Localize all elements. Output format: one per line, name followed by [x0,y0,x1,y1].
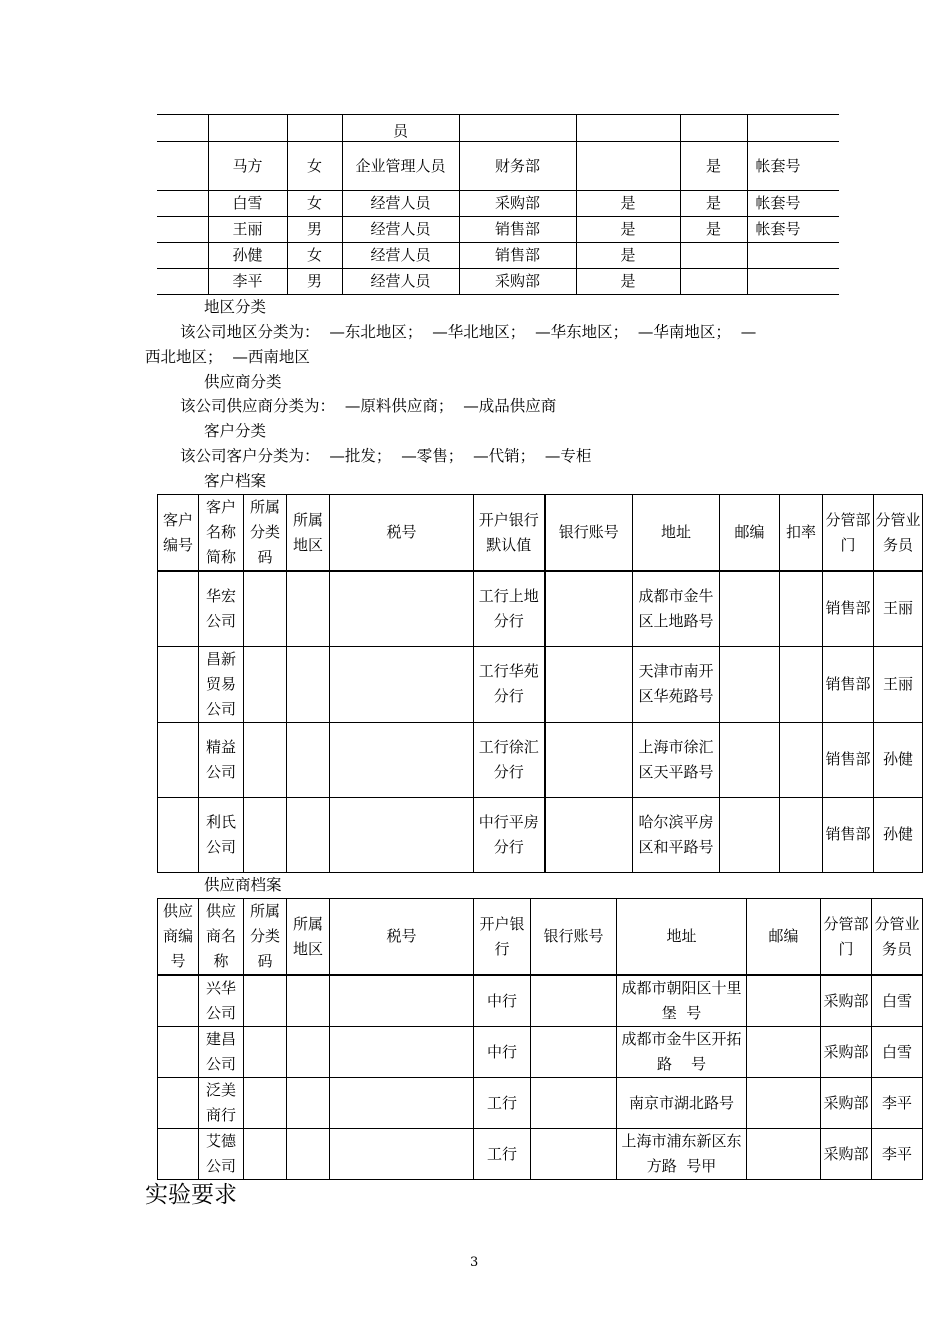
supplier-header-cell: 供应商编号 [158,899,199,976]
supplier-cell-address: 成都市朝阳区十里堡 号 [617,975,747,1027]
supplier-header-cell: 所属地区 [287,899,330,976]
supplier-header-cell: 开户银行 [474,899,531,976]
customer-header-cell: 地址 [633,495,720,572]
staff-cell-name: 李平 [208,269,287,295]
staff-cell-dept: 采购部 [459,191,576,217]
supplier-cell-staff: 白雪 [872,1027,923,1078]
customer-header-cell: 邮编 [720,495,780,572]
customer-empty-cell [720,571,780,646]
supplier-cell-name: 艾德公司 [199,1129,244,1180]
staff-cell-name [208,115,287,142]
staff-cell-name: 王丽 [208,217,287,243]
section-heading: 实验要求 [145,1182,237,1208]
staff-cell-col7 [680,115,747,142]
supplier-cell-bank: 中行 [474,975,531,1027]
staff-cell-no [157,217,208,243]
supplier-header-cell: 供应商名称 [199,899,244,976]
staff-cell-category: 员 [342,115,459,142]
customer-cell-name: 华宏公司 [199,571,244,646]
supplier-empty-cell [287,1129,330,1180]
supplier-empty-cell [287,975,330,1027]
supplier-header-cell: 邮编 [747,899,821,976]
customer-empty-cell [330,571,474,646]
supplier-cell-name: 建昌公司 [199,1027,244,1078]
supplier-empty-cell [244,1129,287,1180]
customer-empty-cell [287,646,330,722]
supplier-empty-cell [287,1078,330,1129]
customer-header-cell: 客户名称简称 [199,495,244,572]
customer-cell-name: 利氏公司 [199,797,244,872]
page-number: 3 [470,1255,479,1270]
customer-cell-bank: 工行徐汇分行 [474,722,545,797]
staff-row [157,269,839,295]
staff-row [157,142,839,191]
staff-cell-col8: 帐套号 [747,217,839,243]
customer-cell-name: 昌新贸易公司 [199,646,244,722]
supplier-cell-staff: 李平 [872,1129,923,1180]
customer-row [158,797,923,872]
customer-cell-address: 成都市金牛区上地路号 [633,571,720,646]
region-line-2: 西北地区； —西南地区 [145,348,310,366]
supplier-cell-dept: 采购部 [821,1129,872,1180]
supplier-cell-name: 泛美商行 [199,1078,244,1129]
supplier-empty-cell [747,1078,821,1129]
customer-empty-cell [287,722,330,797]
supplier-cell-dept: 采购部 [821,975,872,1027]
supplier-cell-address: 南京市湖北路号 [617,1078,747,1129]
staff-row [157,191,839,217]
staff-cell-col8 [747,115,839,142]
supplier-row [158,1129,923,1180]
customer-cell-dept: 销售部 [823,646,874,722]
staff-row [157,243,839,269]
supplier-empty-cell [244,1078,287,1129]
supplier-header-cell: 分管业务员 [872,899,923,976]
customer-empty-cell [720,722,780,797]
supplier-cell-staff: 白雪 [872,975,923,1027]
customer-empty-cell [287,797,330,872]
supplier-archive-table [157,898,923,1180]
staff-cell-col7: 是 [680,217,747,243]
customer-empty-cell [545,646,633,722]
supplier-empty-cell [330,975,474,1027]
staff-cell-category: 经营人员 [342,217,459,243]
staff-cell-category: 经营人员 [342,191,459,217]
supplier-header-cell: 地址 [617,899,747,976]
staff-cell-dept: 销售部 [459,217,576,243]
customer-cell-dept: 销售部 [823,722,874,797]
supplier-empty-cell [531,1027,617,1078]
staff-cell-gender: 男 [287,217,342,243]
staff-cell-col8: 帐套号 [747,142,839,191]
staff-table [157,114,839,295]
supplier-empty-cell [747,1027,821,1078]
staff-cell-no [157,115,208,142]
supplier-row [158,1078,923,1129]
staff-cell-gender: 女 [287,243,342,269]
staff-cell-name: 白雪 [208,191,287,217]
customer-empty-cell [287,571,330,646]
customer-cell-dept: 销售部 [823,571,874,646]
staff-cell-dept: 销售部 [459,243,576,269]
customer-cell-address: 哈尔滨平房区和平路号 [633,797,720,872]
customer-header-cell: 客户编号 [158,495,199,572]
customer-header-cell: 所属地区 [287,495,330,572]
customer-empty-cell [720,797,780,872]
customer-cell-staff: 孙健 [874,722,923,797]
staff-row [157,115,839,142]
customer-empty-cell [244,646,287,722]
supplier-empty-cell [330,1078,474,1129]
customer-row [158,722,923,797]
customer-empty-cell [720,646,780,722]
supplier-empty-cell [531,975,617,1027]
staff-cell-col6 [576,115,680,142]
staff-cell-col7: 是 [680,191,747,217]
staff-cell-gender: 男 [287,269,342,295]
supplier-empty-cell [330,1027,474,1078]
customer-empty-cell [780,722,823,797]
staff-cell-gender: 女 [287,142,342,191]
customer-empty-cell [780,646,823,722]
customer-header-cell: 分管部门 [823,495,874,572]
customer-empty-cell [158,646,199,722]
supplier-header-cell: 所属分类码 [244,899,287,976]
staff-cell-name: 孙健 [208,243,287,269]
staff-cell-col8 [747,243,839,269]
customer-header-cell: 分管业务员 [874,495,923,572]
staff-cell-col6 [576,142,680,191]
staff-cell-name: 马方 [208,142,287,191]
supplier-header-cell: 分管部门 [821,899,872,976]
staff-cell-dept: 采购部 [459,269,576,295]
customer-empty-cell [545,571,633,646]
customer-class-heading: 客户分类 [204,422,267,440]
customer-archive-heading: 客户档案 [204,472,267,490]
staff-cell-no [157,191,208,217]
customer-empty-cell [545,722,633,797]
supplier-empty-cell [244,1027,287,1078]
customer-cell-name: 精益公司 [199,722,244,797]
staff-cell-no [157,142,208,191]
supplier-empty-cell [158,1027,199,1078]
supplier-cell-name: 兴华公司 [199,975,244,1027]
supplier-empty-cell [158,1078,199,1129]
customer-row [158,646,923,722]
customer-empty-cell [330,797,474,872]
customer-header-cell: 税号 [330,495,474,572]
staff-cell-col6: 是 [576,269,680,295]
customer-cell-staff: 孙健 [874,797,923,872]
customer-header-cell: 银行账号 [545,495,633,572]
customer-empty-cell [158,722,199,797]
customer-empty-cell [545,797,633,872]
customer-archive-table [157,494,923,873]
supplier-empty-cell [244,975,287,1027]
staff-cell-dept: 财务部 [459,142,576,191]
customer-header-cell: 开户银行默认值 [474,495,545,572]
staff-cell-col6: 是 [576,191,680,217]
supplier-cell-dept: 采购部 [821,1078,872,1129]
customer-empty-cell [330,722,474,797]
supplier-cell-address: 成都市金牛区开拓路 号 [617,1027,747,1078]
customer-row [158,571,923,646]
customer-cell-bank: 中行平房分行 [474,797,545,872]
supplier-empty-cell [531,1129,617,1180]
staff-cell-gender [287,115,342,142]
supplier-empty-cell [747,975,821,1027]
supplier-header-cell: 银行账号 [531,899,617,976]
customer-cell-address: 上海市徐汇区天平路号 [633,722,720,797]
customer-empty-cell [330,646,474,722]
customer-empty-cell [780,797,823,872]
customer-empty-cell [244,797,287,872]
staff-cell-category: 经营人员 [342,269,459,295]
supplier-empty-cell [158,1129,199,1180]
customer-empty-cell [244,571,287,646]
staff-cell-no [157,243,208,269]
supplier-empty-cell [531,1078,617,1129]
staff-cell-col7: 是 [680,142,747,191]
customer-cell-dept: 销售部 [823,797,874,872]
supplier-archive-heading: 供应商档案 [204,876,282,894]
customer-empty-cell [158,797,199,872]
staff-cell-category: 经营人员 [342,243,459,269]
customer-class-line: 该公司客户分类为： —批发； —零售； —代销； —专柜 [180,447,592,465]
customer-empty-cell [244,722,287,797]
supplier-cell-address: 上海市浦东新区东方路 号甲 [617,1129,747,1180]
staff-cell-col7 [680,269,747,295]
staff-row [157,217,839,243]
staff-cell-col7 [680,243,747,269]
supplier-header-cell: 税号 [330,899,474,976]
supplier-empty-cell [747,1129,821,1180]
supplier-empty-cell [158,975,199,1027]
staff-cell-category: 企业管理人员 [342,142,459,191]
supplier-cell-staff: 李平 [872,1078,923,1129]
customer-cell-staff: 王丽 [874,571,923,646]
staff-cell-no [157,269,208,295]
supplier-empty-cell [287,1027,330,1078]
customer-cell-bank: 工行华苑分行 [474,646,545,722]
supplier-row [158,1027,923,1078]
supplier-class-heading: 供应商分类 [204,373,282,391]
supplier-cell-bank: 工行 [474,1129,531,1180]
customer-empty-cell [158,571,199,646]
customer-header-cell: 所属分类码 [244,495,287,572]
staff-cell-col6: 是 [576,217,680,243]
supplier-empty-cell [330,1129,474,1180]
supplier-cell-bank: 中行 [474,1027,531,1078]
customer-cell-bank: 工行上地分行 [474,571,545,646]
supplier-cell-dept: 采购部 [821,1027,872,1078]
staff-cell-dept [459,115,576,142]
region-heading: 地区分类 [204,298,267,316]
staff-cell-col8 [747,269,839,295]
customer-header-cell: 扣率 [780,495,823,572]
staff-cell-col8: 帐套号 [747,191,839,217]
supplier-cell-bank: 工行 [474,1078,531,1129]
customer-cell-staff: 王丽 [874,646,923,722]
staff-cell-gender: 女 [287,191,342,217]
supplier-row [158,975,923,1027]
customer-cell-address: 天津市南开区华苑路号 [633,646,720,722]
customer-empty-cell [780,571,823,646]
supplier-class-line: 该公司供应商分类为： —原料供应商； —成品供应商 [180,397,557,415]
region-line-1: 该公司地区分类为： —东北地区； —华北地区； —华东地区； —华南地区； — [180,323,757,341]
staff-cell-col6: 是 [576,243,680,269]
